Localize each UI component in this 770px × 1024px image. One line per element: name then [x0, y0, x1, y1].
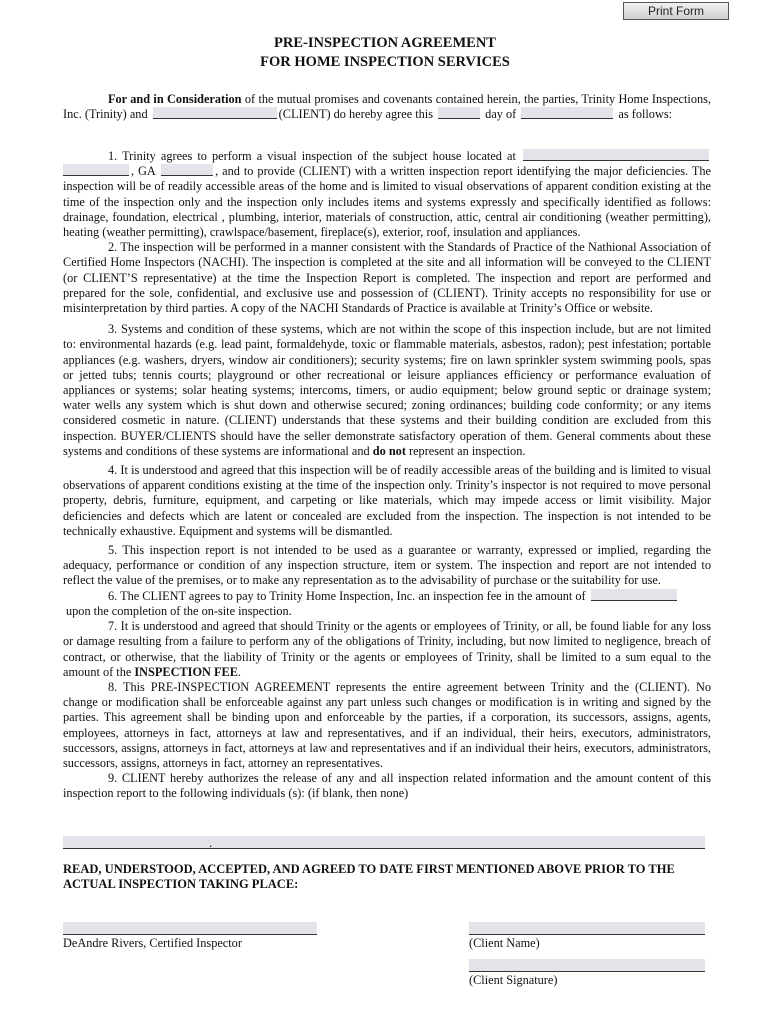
clause-3: [63, 322, 711, 459]
clause-6-continued: upon the completion of the on-site inspection.: [66, 603, 292, 618]
intro-text-3: day of: [482, 107, 520, 122]
agreement-body: [63, 92, 711, 122]
inspector-label: DeAndre Rivers, Certified Inspector: [63, 936, 242, 950]
intro-paragraph: [63, 92, 711, 122]
doc-title: PRE-INSPECTION AGREEMENT: [274, 35, 496, 51]
clause-7-text-b: .: [237, 664, 241, 679]
closing-statement: READ, UNDERSTOOD, ACCEPTED, AND AGREED TO DATE FIRST MENTIONED ABOVE PRIOR TO THE ACTUAL INSPECTION TAKING PLACE:: [63, 862, 675, 892]
intro-text-1: of the mutual promises and covenants contained herein, the parties, Trinity Home Inspections, Inc. (Trinity) and: [63, 92, 711, 122]
clause-7-text-a: 7. It is understood and agreed that should Trinity or the agents or employees of Trinity, or all, be found liable for any loss or damage resulting from a failure to perform any of the obligations of Trinity, including, but now limited to negligence, breach of contract, or otherwise, that the liability of Trinity or the agents or employees of Trinity, shall be limited to a sum equal to the amount of the: [63, 619, 711, 679]
authorized-dot: .: [209, 836, 213, 850]
clauses: [63, 149, 711, 802]
clause-4: 4. It is understood and agreed that this inspection will be of readily accessible areas of the building and is limited to visual observations of apparent conditions existing at the time of the inspection only. Trinity’s inspector is not required to move personal property, debris, furniture, equipment, and carpeting or like materials, which may impede access or limit visibility. Major deficiencies and defects which are latent or concealed are excluded from the inspection. The inspection is not intended to be technically exhaustive. Equipment and systems will be dismantled.: [63, 463, 711, 538]
clause-3-bold: do not: [372, 443, 406, 458]
property-city-field[interactable]: [63, 164, 129, 176]
client-name-label: (Client Name): [469, 936, 540, 950]
clause-8: 8. This PRE-INSPECTION AGREEMENT represents the entire agreement between Trinity and the (CLIENT). No change or modification shall be enforceable against any part unless such changes or modification is in writing and signed by the parties. This agreement shall be binding upon and enforceable by the parties, if a corporation, its successors, assigns, agents, employees, attorneys in fact, attorneys at law and representatives, and if an individual, their heirs, executors, administrators, successors, assigns, attorneys in fact, attorneys at law and representatives and if an individual their heirs, executors, administrators, successors, assigns, attorneys in fact, attorney an representatives.: [63, 679, 711, 770]
intro-text-2: (CLIENT) do hereby agree this: [278, 107, 437, 122]
clause-9: 9. CLIENT hereby authorizes the release of any and all inspection related information and the amount content of this inspection report to the following individuals (s): (if blank, then none): [63, 771, 711, 801]
clause-1-text-a: 1. Trinity agrees to perform a visual inspection of the subject house located at: [108, 149, 521, 163]
clause-3-text-b: represent an inspection.: [405, 443, 526, 458]
client-name-signature-field[interactable]: [469, 922, 705, 935]
clause-1-text-b: , GA: [131, 164, 160, 179]
inspection-fee-field[interactable]: [591, 589, 677, 601]
doc-subtitle: FOR HOME INSPECTION SERVICES: [260, 54, 510, 70]
inspector-signature-field[interactable]: [63, 922, 317, 935]
client-signature-label: (Client Signature): [469, 973, 558, 987]
client-signature-field[interactable]: [469, 959, 705, 972]
clause-7: [63, 619, 711, 680]
agreement-month-field[interactable]: [521, 107, 613, 119]
clause-7-bold: INSPECTION FEE: [134, 664, 238, 679]
agreement-day-field[interactable]: [438, 107, 480, 119]
clause-3-text-a: 3. Systems and condition of these systems, which are not within the scope of this inspection include, but are not limited to: environmental hazards (e.g. lead paint, formaldehyde, toxic or flammable materials, asbestos, radon); pest infestation; portable appliances (e.g. washers, dryers, window air conditioners); security systems; fire on lawn sprinkler system swimming pools, spas or jetted tubs; tennis courts; playground or other recreational or leisure appliances efficiency or performance evaluation of appliances or systems; solar heating systems; intercoms, timers, or audio equipment; below ground septic or drainage system; water wells any system which is shut down and otherwise secured; zoning ordinances; building code conformity; or any items considered cosmetic in nature. (CLIENT) understands that these systems and their building condition are excluded from this inspection. BUYER/CLIENTS should have the seller demonstrate satisfactory operation of them. General comments about these systems and conditions of these systems are informational and: [63, 322, 711, 458]
intro-bold-lead: For and in Consideration: [108, 92, 242, 106]
clause-6: [63, 589, 711, 604]
property-address-field[interactable]: [523, 149, 709, 161]
clause-5: 5. This inspection report is not intended to be used as a guarantee or warranty, expressed or implied, regarding the adequacy, performance or condition of any inspection structure, item or system. The inspection and report are not intended to reflect the value of the premises, or to make any representation as to the advisability of purchase or the suitability for use.: [63, 543, 711, 588]
clause-1-text-c: , and to provide (CLIENT) with a written inspection report identifying the major deficiencies. The inspection will be of readily accessible areas of the home and is limited to visual observations of apparent condition existing at the time of the inspection only and the inspection only includes items and systems expressly and specifically identified as follows: drainage, foundation, electrical , plumbing, interior, materials of construction, attic, central air conditioning (weather permitting), heating (weather permitting), crawlspace/basement, fireplace(s), exterior, roof, insulation and appliances.: [63, 164, 711, 240]
clause-6-text-a: 6. The CLIENT agrees to pay to Trinity Home Inspection, Inc. an inspection fee in the amount of: [108, 588, 589, 603]
clause-2: 2. The inspection will be performed in a manner consistent with the Standards of Practice of the Nathional Association of Certified Home Inspectors (NACHI). The inspection is completed at the site and all information will be conveyed to the CLIENT (or CLIENT’S representative) at the time the Inspection Report is completed. The inspection and report are performed and prepared for the sole, confidential, and exclusive use and possession of (CLIENT). Trinity accepts no responsibility for use or misinterpretation by third parties. A copy of the NACHI Standards of Practice is available at Trinity’s Office or website.: [63, 240, 711, 316]
intro-text-4: as follows:: [615, 107, 673, 122]
client-name-field[interactable]: [153, 107, 277, 119]
property-zip-field[interactable]: [161, 164, 213, 176]
clause-1: [63, 149, 711, 240]
authorized-individuals-field[interactable]: [63, 836, 705, 849]
print-form-button[interactable]: Print Form: [623, 2, 729, 20]
